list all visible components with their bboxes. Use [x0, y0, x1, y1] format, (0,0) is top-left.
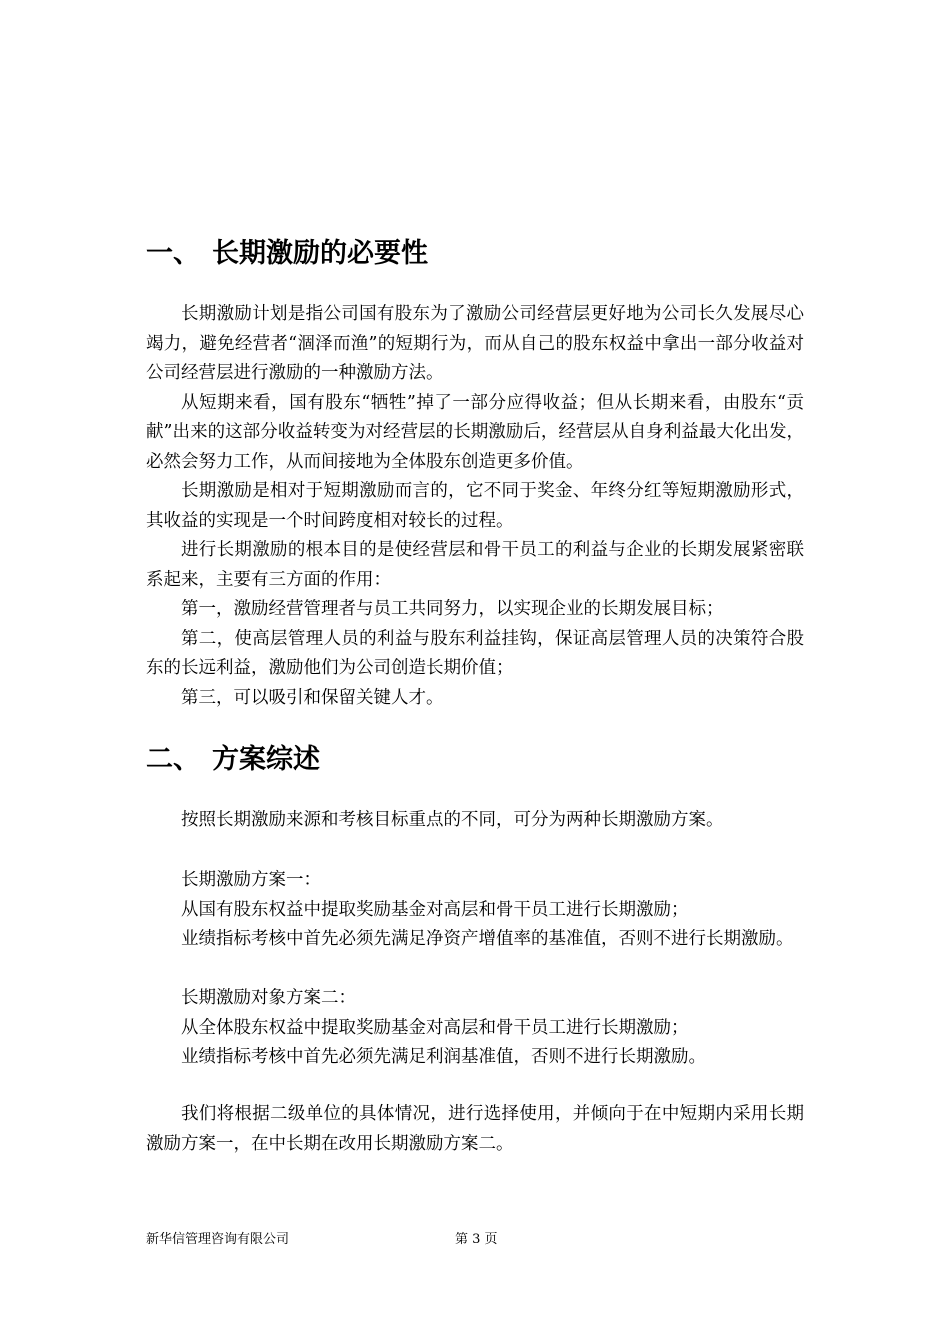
plan-title: 长期激励对象方案二： [181, 988, 356, 1008]
paragraph: 从国有股东权益中提取奖励基金对高层和骨干员工进行长期激励； [181, 899, 689, 920]
section-number: 二、 [146, 744, 200, 775]
paragraph: 按照长期激励来源和考核目标重点的不同，可分为两种长期激励方案。 [181, 810, 724, 830]
paragraph: 从全体股东权益中提取奖励基金对高层和骨干员工进行长期激励； [181, 1017, 689, 1038]
overview-intro [146, 806, 804, 836]
plan-title: 长期激励方案一： [181, 870, 321, 890]
section-number: 一、 [146, 238, 200, 269]
paragraph: 第一，激励经营管理者与员工共同努力，以实现企业的长期发展目标； [181, 599, 724, 619]
paragraph: 第三，可以吸引和保留关键人才。 [181, 687, 444, 708]
footer-page-number: 第 3 页 [455, 1232, 498, 1247]
section-body-necessity [146, 300, 804, 713]
paragraph: 我们将根据二级单位的具体情况，进行选择使用，并倾向于在中短期内采用长期激励方案一，在中长期在改用长期激励方案二。 [146, 1104, 804, 1154]
paragraph: 第二，使高层管理人员的利益与股东利益挂钩，保证高层管理人员的决策符合股东的长远利益，激励他们为公司创造长期价值； [146, 628, 804, 678]
section-heading-overview [146, 744, 320, 776]
plan-one [146, 866, 804, 955]
overview-conclusion [146, 1100, 804, 1159]
paragraph: 从短期来看，国有股东“牺牲”掉了一部分应得收益；但从长期来看，由股东“贡献”出来的这部分收益转变为对经营层的长期激励后，经营层从自身利益最大化出发，必然会努力工作，从而间接地为全体股东创造更多价值。 [146, 392, 804, 472]
section-title: 长期激励的必要性 [212, 238, 428, 269]
footer-company: 新华信管理咨询有限公司 [146, 1232, 290, 1247]
paragraph: 长期激励计划是指公司国有股东为了激励公司经营层更好地为公司长久发展尽心竭力，避免经营者“涸泽而渔”的短期行为，而从自己的股东权益中拿出一部分收益对公司经营层进行激励的一种激励方法。 [146, 304, 804, 383]
paragraph: 进行长期激励的根本目的是使经营层和骨干员工的利益与企业的长期发展紧密联系起来，主要有三方面的作用： [146, 540, 804, 590]
paragraph: 业绩指标考核中首先必须先满足利润基准值，否则不进行长期激励。 [181, 1047, 706, 1067]
section-heading-necessity [146, 238, 428, 270]
paragraph: 长期激励是相对于短期激励而言的，它不同于奖金、年终分红等短期激励形式，其收益的实现是一个时间跨度相对较长的过程。 [146, 481, 804, 531]
paragraph: 业绩指标考核中首先必须先满足净资产增值率的基准值，否则不进行长期激励。 [181, 929, 794, 949]
section-title: 方案综述 [212, 744, 320, 775]
plan-two [146, 984, 804, 1073]
